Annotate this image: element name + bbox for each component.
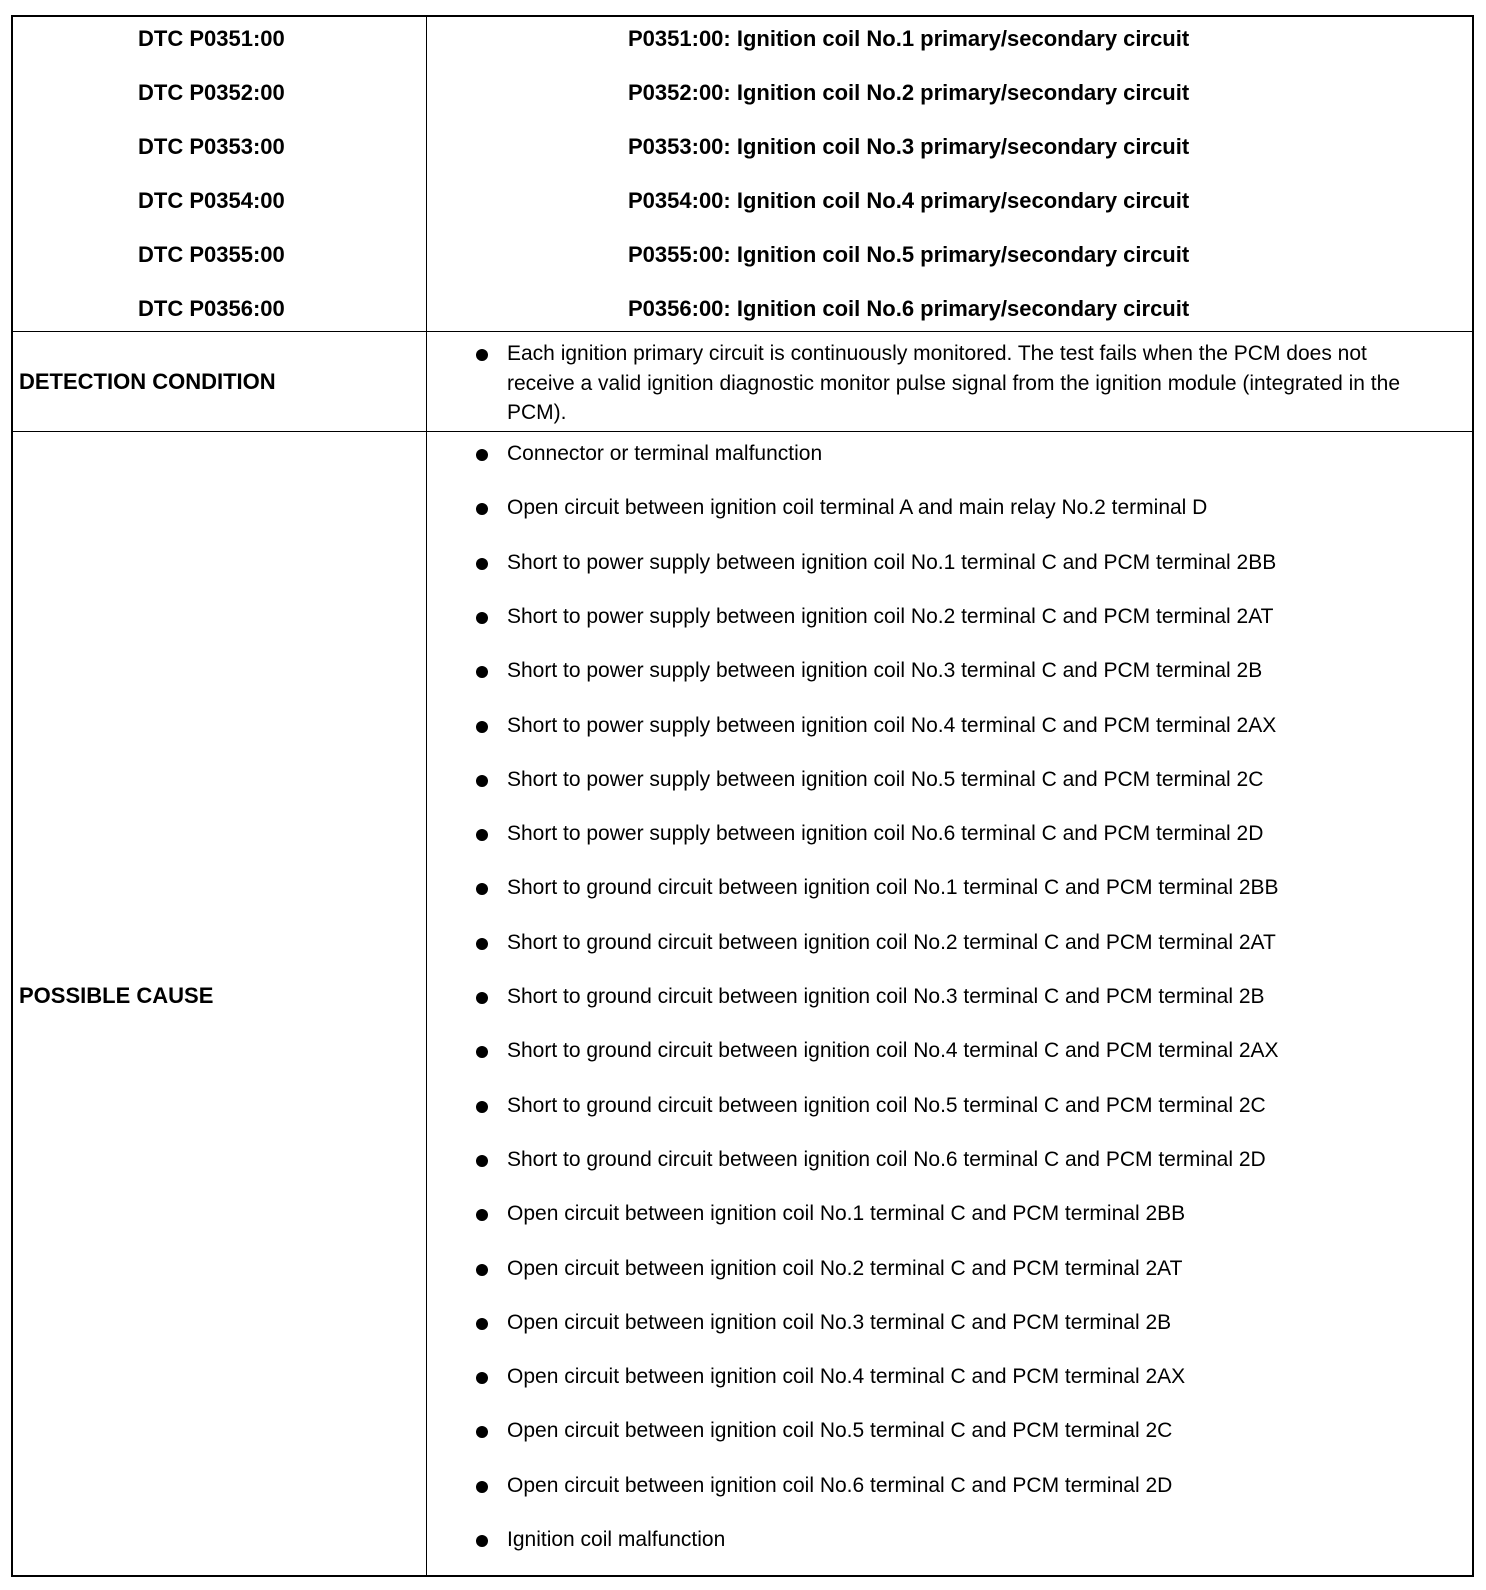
- dtc-title-cell: [427, 17, 1472, 331]
- bullet-icon: [476, 666, 488, 678]
- possible-cause-item: Short to power supply between ignition coil No.6 terminal C and PCM terminal 2D: [507, 822, 1264, 846]
- dtc-code: DTC P0355:00: [138, 242, 285, 267]
- bullet-icon: [476, 721, 488, 733]
- bullet-icon: [476, 883, 488, 895]
- bullet-icon: [476, 775, 488, 787]
- bullet-icon: [476, 449, 488, 461]
- bullet-icon: [476, 992, 488, 1004]
- dtc-code: DTC P0351:00: [138, 26, 285, 51]
- detection-condition-label: DETECTION CONDITION: [19, 369, 276, 394]
- bullet-icon: [476, 349, 488, 361]
- possible-cause-item: Open circuit between ignition coil No.1 terminal C and PCM terminal 2BB: [507, 1202, 1186, 1226]
- possible-cause-item: Open circuit between ignition coil No.4 terminal C and PCM terminal 2AX: [507, 1365, 1186, 1389]
- possible-cause-item: Short to power supply between ignition coil No.3 terminal C and PCM terminal 2B: [507, 659, 1263, 683]
- bullet-icon: [476, 1535, 488, 1547]
- bullet-icon: [476, 1481, 488, 1493]
- possible-cause-item: Short to ground circuit between ignition coil No.6 terminal C and PCM terminal 2D: [507, 1147, 1266, 1171]
- dtc-title: P0354:00: Ignition coil No.4 primary/secondary circuit: [628, 188, 1190, 213]
- possible-cause-item: Short to power supply between ignition coil No.1 terminal C and PCM terminal 2BB: [507, 550, 1277, 574]
- dtc-title: P0352:00: Ignition coil No.2 primary/secondary circuit: [628, 80, 1190, 105]
- detection-condition-text: Each ignition primary circuit is continuously monitored. The test fails when the PCM does not receive a valid ignition diagnostic monitor pulse signal from the ignition module (integrated in the PCM).: [507, 342, 1401, 424]
- dtc-title: P0356:00: Ignition coil No.6 primary/secondary circuit: [628, 296, 1190, 321]
- possible-cause-item: Open circuit between ignition coil No.6 terminal C and PCM terminal 2D: [507, 1473, 1173, 1497]
- possible-cause-label: POSSIBLE CAUSE: [19, 983, 214, 1008]
- bullet-icon: [476, 1046, 488, 1058]
- dtc-title: P0351:00: Ignition coil No.1 primary/secondary circuit: [628, 26, 1190, 51]
- possible-cause-item: Short to ground circuit between ignition coil No.5 terminal C and PCM terminal 2C: [507, 1093, 1266, 1117]
- possible-cause-label-cell: [13, 432, 427, 1575]
- dtc-table: [11, 15, 1474, 1577]
- possible-cause-item: Short to ground circuit between ignition coil No.2 terminal C and PCM terminal 2AT: [507, 930, 1276, 954]
- dtc-code: DTC P0356:00: [138, 296, 285, 321]
- bullet-icon: [476, 503, 488, 515]
- possible-cause-item: Open circuit between ignition coil terminal A and main relay No.2 terminal D: [507, 496, 1208, 520]
- possible-cause-item: Short to power supply between ignition coil No.5 terminal C and PCM terminal 2C: [507, 767, 1264, 791]
- possible-cause-item: Short to ground circuit between ignition coil No.4 terminal C and PCM terminal 2AX: [507, 1039, 1279, 1063]
- detection-label-cell: [13, 332, 427, 431]
- possible-cause-item: Ignition coil malfunction: [507, 1528, 726, 1551]
- possible-cause-item: Open circuit between ignition coil No.3 terminal C and PCM terminal 2B: [507, 1310, 1172, 1334]
- possible-cause-items-cell: [427, 432, 1472, 1575]
- possible-cause-item: Open circuit between ignition coil No.2 terminal C and PCM terminal 2AT: [507, 1256, 1183, 1280]
- dtc-title: P0355:00: Ignition coil No.5 primary/secondary circuit: [628, 242, 1190, 267]
- dtc-code: DTC P0353:00: [138, 134, 285, 159]
- possible-cause-row: [13, 431, 1472, 1575]
- bullet-icon: [476, 1264, 488, 1276]
- detection-condition-row: [13, 331, 1472, 431]
- bullet-icon: [476, 938, 488, 950]
- possible-cause-item: Connector or terminal malfunction: [507, 442, 823, 465]
- possible-cause-item: Open circuit between ignition coil No.5 terminal C and PCM terminal 2C: [507, 1419, 1173, 1443]
- dtc-header-row: [13, 17, 1472, 331]
- possible-cause-item: Short to ground circuit between ignition coil No.3 terminal C and PCM terminal 2B: [507, 985, 1265, 1008]
- bullet-icon: [476, 1209, 488, 1221]
- detection-text-cell: [427, 332, 1472, 431]
- possible-cause-item: Short to power supply between ignition coil No.4 terminal C and PCM terminal 2AX: [507, 713, 1277, 737]
- possible-cause-item: Short to power supply between ignition coil No.2 terminal C and PCM terminal 2AT: [507, 604, 1274, 628]
- dtc-code: DTC P0352:00: [138, 80, 285, 105]
- dtc-code: DTC P0354:00: [138, 188, 285, 213]
- possible-cause-item: Short to ground circuit between ignition coil No.1 terminal C and PCM terminal 2BB: [507, 876, 1279, 900]
- bullet-icon: [476, 1155, 488, 1167]
- dtc-code-cell: [13, 17, 427, 331]
- bullet-icon: [476, 558, 488, 570]
- bullet-icon: [476, 1318, 488, 1330]
- bullet-icon: [476, 1372, 488, 1384]
- dtc-title: P0353:00: Ignition coil No.3 primary/secondary circuit: [628, 134, 1190, 159]
- bullet-icon: [476, 612, 488, 624]
- bullet-icon: [476, 829, 488, 841]
- bullet-icon: [476, 1101, 488, 1113]
- bullet-icon: [476, 1426, 488, 1438]
